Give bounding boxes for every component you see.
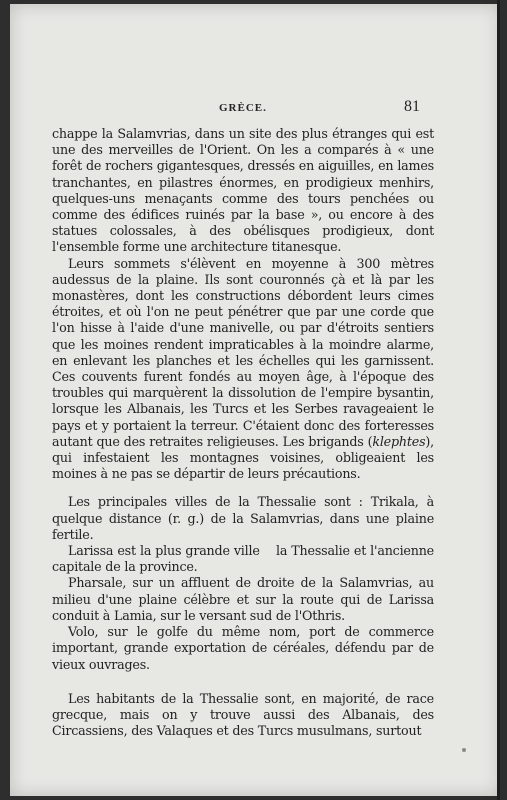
paragraph-monasteries: [52, 256, 434, 483]
paragraph-principal-towns: Les principales villes de la Thessalie sont : Trikala, à quelque distance (r. g.) de la Salamvrias, dans une plaine fertile.: [52, 494, 434, 542]
paragraph-monasteries-italic: klephtes: [372, 433, 426, 449]
paragraph-meteora-rocks: chappe la Salamvrias, dans un site des plus étranges qui est une des merveilles de l'Orient. On les a comparés à « une forêt de rochers gigantesques, dressés en aiguilles, en lames tranchantes, en pilastres énormes, en prodigieux menhirs, quelques-uns menaçants comme des tours penchées ou comme des édifices ruinés par la base », ou encore à des statues colossales, à des obélisques prodigieux, dont l'ensemble forme une architecture titanesque.: [52, 126, 434, 255]
running-head: GRÈCE.: [219, 102, 267, 114]
page-body: [52, 126, 438, 739]
page-number: 81: [404, 98, 420, 115]
scan-edge: [497, 0, 500, 800]
paragraph-larissa: Larissa est la plus grande ville la Thessalie et l'ancienne capitale de la province.: [52, 543, 438, 575]
paper-speck: [462, 748, 466, 752]
paragraph-volo: Volo, sur le golfe du même nom, port de commerce important, grande exportation de céréales, défendu par de vieux ouvrages.: [52, 624, 434, 672]
page-header: [10, 100, 500, 120]
paragraph-pharsale: Pharsale, sur un affluent de droite de la Salamvrias, au milieu d'une plaine célèbre et sur la route qui de Larissa conduit à Lamia, sur le versant sud de l'Othris.: [52, 575, 434, 623]
paragraph-monasteries-text: Leurs sommets s'élèvent en moyenne à 300 mètres audessus de la plaine. Ils sont couronnés çà et là par les monastères, dont les constructions débordent leurs cimes étroites, et où l'on ne peut pénétrer que par une corde que l'on hisse à l'aide d'une manivelle, ou par d'étroits sentiers que les moines rendent impraticables à la moindre alarme, en enlevant les planches et les échelles qui les garnissent. Ces couvents furent fondés au moyen âge, à l'époque des troubles qui marquèrent la dissolution de l'empire bysantin, lorsque les Albanais, les Turcs et les Serbes ravageaient le pays et y portaient la terreur. C'étaient donc des forteresses autant que des retraites religieuses. Les brigands (: [52, 255, 434, 449]
paragraph-inhabitants: Les habitants de la Thessalie sont, en majorité, de race grecque, mais on y trouve aussi des Albanais, des Circassiens, des Valaques et des Turcs musulmans, surtout: [52, 690, 434, 739]
book-page: [10, 4, 500, 796]
paragraph-monasteries-text-after: ), qui infestaient les montagnes voisines, obligeaient les moines à ne pas se départir de leurs précautions.: [52, 433, 434, 482]
